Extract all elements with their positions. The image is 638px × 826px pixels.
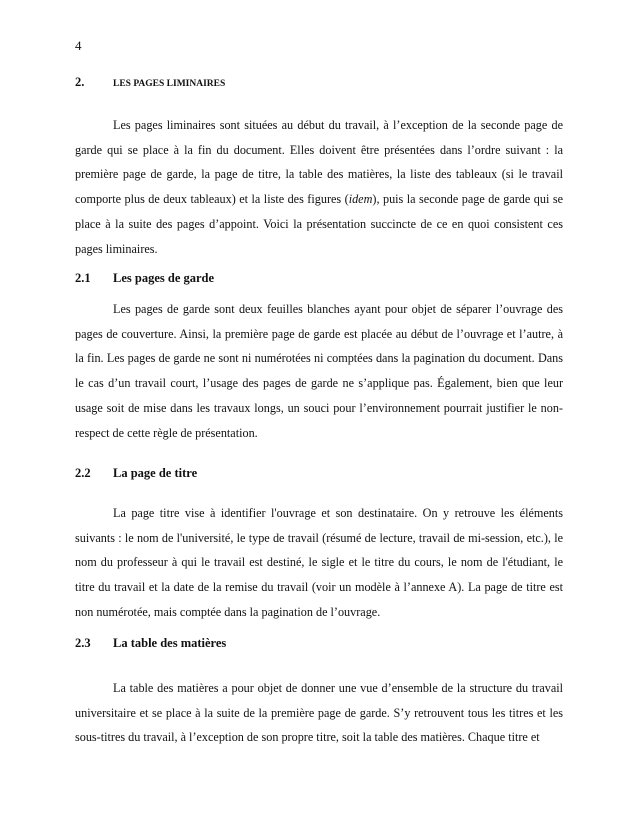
section-heading-2: [75, 75, 225, 90]
section-title: La page de titre: [113, 466, 198, 480]
paragraph-liminaires: [75, 113, 563, 261]
section-title: Les pages de garde: [113, 271, 215, 285]
paragraph-pages-de-garde: Les pages de garde sont deux feuilles blanches ayant pour objet de séparer l’ouvrage des pages de couverture. Ainsi, la première page de garde est placée au début de l’ouvrage et l’autre, à la fin. Les pages de garde ne sont ni numérotées ni comptées dans la pagination du document. Dans le cas d’un travail court, l’usage des pages de garde ne s’applique pas. Également, bien que leur usage soit de mise dans les travaux longs, un souci pour l’environnement pourrait justifier le non-respect de cette règle de présentation.: [75, 302, 563, 440]
section-title: La table des matières: [113, 636, 227, 650]
paragraph-text-continued: ), puis la seconde page de garde qui se place à la suite des pages d’appoint. Voici la présentation succincte de ce en quoi consistent ces pages liminaires.: [75, 192, 563, 256]
paragraph-text: Les pages liminaires sont situées au début du travail, à l’exception de la seconde page de garde qui se place à la fin du document. Elles doivent être présentées dans l’ordre suivant : la première page de garde, la page de titre, la table des matières, la liste des tableaux (si le travail comporte plus de deux tableaux) et la liste des figures (: [75, 118, 563, 207]
section-heading-2-1: [75, 271, 214, 286]
section-number: 2.3: [75, 636, 91, 650]
section-number: 2.1: [75, 271, 91, 285]
paragraph-emphasis: idem: [348, 192, 373, 207]
section-title: LES PAGES LIMINAIRES: [113, 79, 226, 89]
section-number: 2.: [75, 75, 85, 89]
section-heading-2-3: [75, 636, 226, 651]
section-heading-2-2: [75, 466, 197, 481]
page-number: 4: [75, 38, 82, 53]
paragraph-table-des-matieres: La table des matières a pour objet de donner une vue d’ensemble de la structure du travail universitaire et se place à la suite de la première page de garde. S’y retrouvent tous les titres et les sous-titres du travail, à l’exception de son propre titre, soit la table des matières. Chaque titre et: [75, 681, 563, 745]
section-number: 2.2: [75, 466, 91, 480]
paragraph-page-de-titre: La page titre vise à identifier l'ouvrage et son destinataire. On y retrouve les éléments suivants : le nom de l'université, le type de travail (résumé de lecture, travail de mi-session, etc.), le nom du professeur à qui le travail est destiné, le sigle et le titre du cours, le nom de l'étudiant, le titre du travail et la date de la remise du travail (voir un modèle à l’annexe A). La page de titre est non numérotée, mais comptée dans la pagination de l’ouvrage.: [75, 506, 563, 619]
